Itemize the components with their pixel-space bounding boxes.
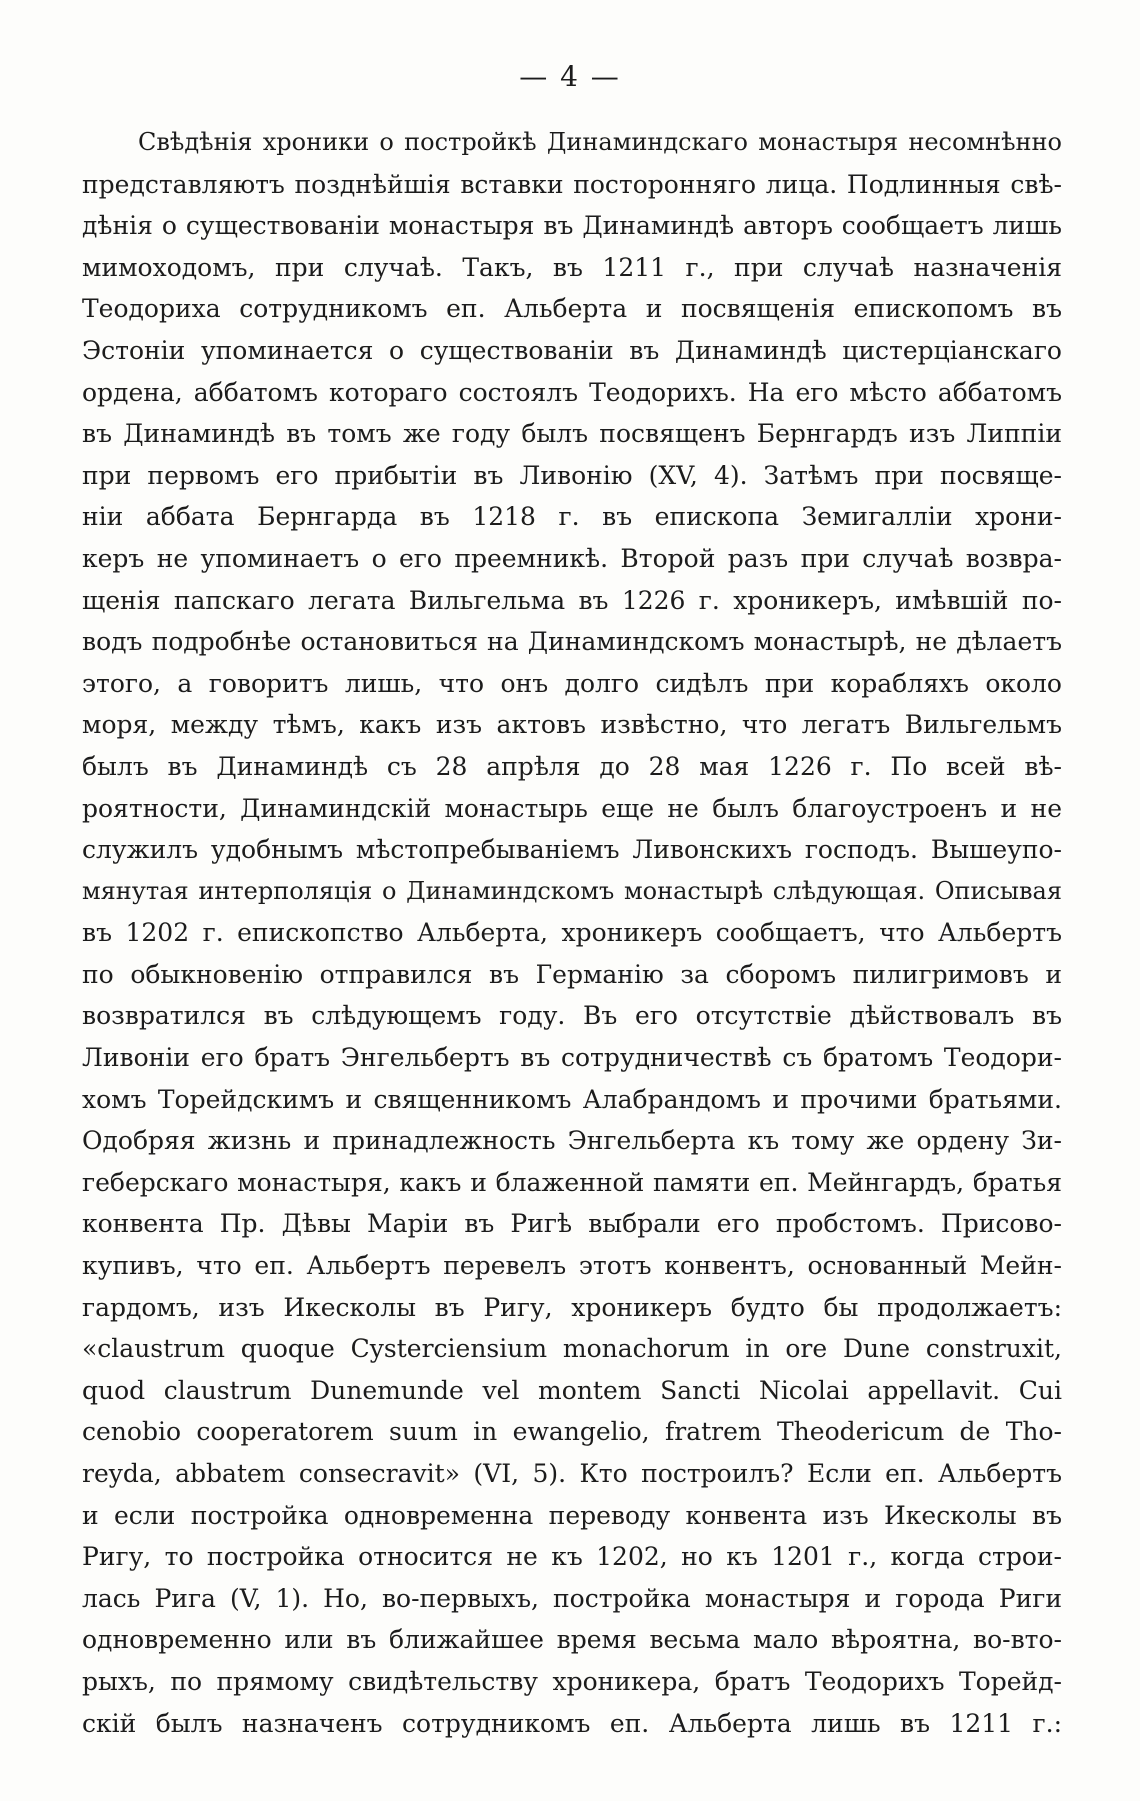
text-line: былъ въ Динаминдѣ съ 28 апрѣля до 28 мая 1226 г. По всей вѣ- — [82, 751, 1062, 781]
text-line: скій былъ назначенъ сотрудникомъ еп. Альберта лишь въ 1211 г.: — [82, 1708, 1062, 1738]
text-line: хомъ Торейдскимъ и священникомъ Алабрандомъ и прочими братьями. — [82, 1084, 1062, 1114]
text-line: лась Рига (V, 1). Но, во-первыхъ, постройка монастыря и города Риги — [82, 1583, 1062, 1613]
text-line: ніи аббата Бернгарда въ 1218 г. въ епископа Земигалліи хрони- — [82, 502, 1062, 532]
text-line: мянутая интерполяція о Динаминдскомъ монастырѣ слѣдующая. Описывая — [82, 876, 1062, 905]
text-line: рыхъ, по прямому свидѣтельству хроникера, братъ Теодорихъ Торейд- — [82, 1666, 1062, 1696]
text-line: и если постройка одновременна переводу конвента изъ Икесколы въ — [82, 1500, 1062, 1530]
text-line: при первомъ его прибытіи въ Ливонію (XV, 4). Затѣмъ при посвяще- — [82, 460, 1062, 490]
text-line: этого, а говоритъ лишь, что онъ долго сидѣлъ при корабляхъ около — [82, 668, 1062, 698]
text-line: Эстоніи упоминается о существованіи въ Динаминдѣ цистерціанскаго — [82, 335, 1062, 365]
text-line: служилъ удобнымъ мѣстопребываніемъ Ливонскихъ господъ. Вышеупо- — [82, 835, 1062, 865]
page-number: — 4 — — [519, 60, 621, 93]
text-line: Свѣдѣнія хроники о постройкѣ Динаминдскаго монастыря несомнѣнно — [138, 128, 1062, 156]
text-line: Одобряя жизнь и принадлежность Энгельберта къ тому же ордену Зи- — [82, 1126, 1062, 1156]
text-line: геберскаго монастыря, какъ и блаженной памяти еп. Мейнгардъ, братья — [82, 1167, 1062, 1197]
text-line: роятности, Динаминдскій монастырь еще не былъ благоустроенъ и не — [82, 793, 1062, 823]
text-line: Теодориха сотрудникомъ еп. Альберта и посвященія епископомъ въ — [82, 294, 1062, 324]
text-line: Ливоніи его братъ Энгельбертъ въ сотрудничествѣ съ братомъ Теодори- — [82, 1043, 1062, 1073]
text-line: Ригу, то постройка относится не къ 1202, но къ 1201 г., когда строи- — [82, 1542, 1062, 1572]
text-line: quod claustrum Dunemunde vel montem Sancti Nicolai appellavit. Cui — [82, 1375, 1062, 1405]
text-line: гардомъ, изъ Икесколы въ Ригу, хроникеръ будто бы продолжаетъ: — [82, 1292, 1062, 1322]
text-line: возвратился въ слѣдующемъ году. Въ его отсутствіе дѣйствовалъ въ — [82, 1001, 1062, 1031]
text-line: «claustrum quoque Cysterciensium monachorum in ore Dune construxit, — [82, 1334, 1062, 1364]
body-text — [82, 122, 1062, 1744]
text-line: одновременно или въ ближайшее время весьма мало вѣроятна, во-вто- — [82, 1625, 1062, 1655]
text-line: мимоходомъ, при случаѣ. Такъ, въ 1211 г., при случаѣ назначенія — [82, 252, 1062, 282]
text-line: щенія папскаго легата Вильгельма въ 1226 г. хроникеръ, имѣвшій по- — [82, 585, 1062, 615]
text-line: водъ подробнѣе остановиться на Динаминдскомъ монастырѣ, не дѣлаетъ — [82, 627, 1062, 657]
text-line: въ 1202 г. епископство Альберта, хроникеръ сообщаетъ, что Альбертъ — [82, 918, 1062, 948]
text-line: по обыкновенію отправился въ Германію за сборомъ пилигримовъ и — [82, 959, 1062, 989]
text-line: моря, между тѣмъ, какъ изъ актовъ извѣстно, что легатъ Вильгельмъ — [82, 710, 1062, 740]
text-line: въ Динаминдѣ въ томъ же году былъ посвященъ Бернгардъ изъ Липпіи — [82, 419, 1062, 449]
text-line: ордена, аббатомъ котораго состоялъ Теодорихъ. На его мѣсто аббатомъ — [82, 377, 1062, 407]
text-line: конвента Пр. Дѣвы Маріи въ Ригѣ выбрали его пробстомъ. Присово- — [82, 1209, 1062, 1239]
text-line: reyda, abbatem consecravit» (VI, 5). Кто построилъ? Если еп. Альбертъ — [82, 1459, 1062, 1488]
text-line: купивъ, что еп. Альбертъ перевелъ этотъ конвентъ, основанный Мейн- — [82, 1251, 1062, 1281]
text-line: керъ не упоминаетъ о его преемникѣ. Второй разъ при случаѣ возвра- — [82, 543, 1062, 573]
text-line: cenobio cooperatorem suum in ewangelio, fratrem Theodericum de Tho- — [82, 1417, 1062, 1447]
text-line: представляютъ позднѣйшія вставки посторонняго лица. Подлинныя свѣ- — [82, 169, 1062, 199]
text-line: дѣнія о существованіи монастыря въ Динаминдѣ авторъ сообщаетъ лишь — [82, 211, 1062, 241]
